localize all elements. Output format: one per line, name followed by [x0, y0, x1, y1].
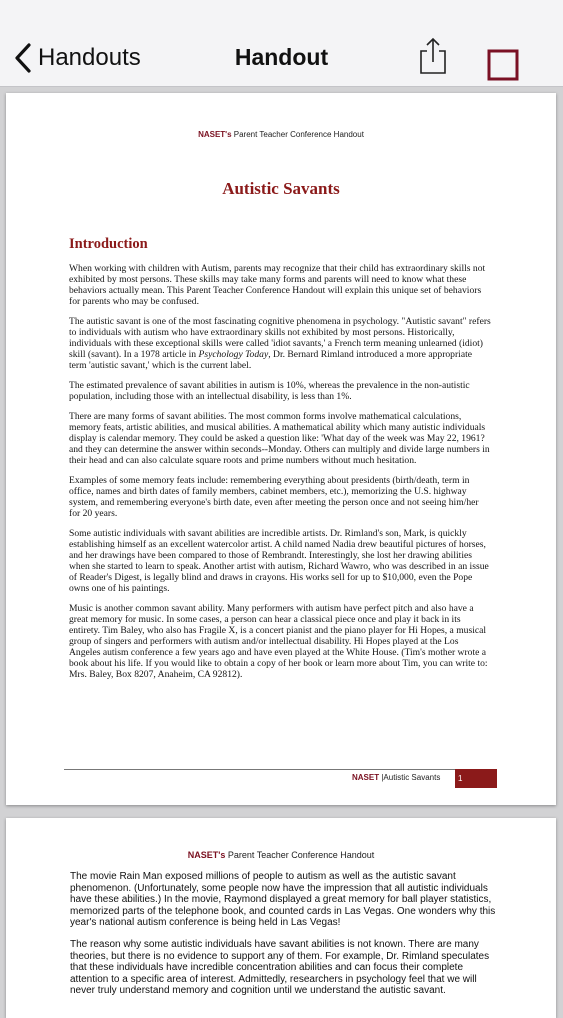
document-title: Autistic Savants	[222, 179, 340, 198]
paragraph: The movie Rain Man exposed millions of people to autism as well as the autistic savant phenomenon. (Unfortunately, some people now have the impression that all autistic individuals have these abilities.) In the movie, Raymond displayed a great memory for ball player statistics, memorized parts of the telephone book, and counted cards in Las Vegas. One wonders why this year's national autism conference is being held in Las Vegas!	[70, 871, 496, 929]
paragraph: Examples of some memory feats include: remembering everything about presidents (birth/death, term in office, names and birth dates of family members, cabinet members, etc.), memorizing the U.S. highway system, and remembering everyone's birth date, even after meeting the person once and not seeing him/her for 20 years.	[69, 475, 479, 519]
document-page-1	[6, 93, 556, 805]
paragraph: There are many forms of savant abilities. The most common forms involve mathematical calculations, memory feats, artistic abilities, and musical abilities. A mathematical ability which many autistic individuals display is calendar memory. They could be asked a question like: 'What day of the week was May 22, 1961? and they can determine the answer within seconds--Monday. Others can multiply and divide large numbers in their head and can also calculate square roots and prime numbers without much hesitation.	[69, 411, 490, 466]
footer-divider	[64, 769, 496, 770]
header-text: Parent Teacher Conference Handout	[231, 130, 364, 139]
square-button[interactable]	[486, 48, 520, 82]
header-brand: NASET's	[187, 850, 226, 860]
document-body	[69, 236, 491, 689]
header-text: Parent Teacher Conference Handout	[225, 850, 375, 860]
square-icon	[486, 48, 520, 82]
header-brand: NASET's	[198, 130, 232, 139]
paragraph: The reason why some autistic individuals have savant abilities is not known. There are many theories, but there is no evidence to support any of them. For example, Dr. Rimland speculates that these individuals have incredible concentration abilities and can focus their complete attention to a specific area of interest. Admittedly, researchers in psychology feel that we will never truly understand memory and cognition until we understand the autistic savant.	[70, 938, 490, 997]
paragraph: Music is another common savant ability. Many performers with autism have perfect pitch and also have a great memory for music. In some cases, a person can hear a classical piece once and play it back in its entirety. Tim Baley, who also has Fragile X, is a concert pianist and the piano player for Hi Hopes, a musical group of singers and performers with autism and/or intellectual disability. Hi Hopes played at the Los Angeles autism conference a few years ago and have even played at the White House. (Tim's mother wrote a book about his life. If you would like to obtain a copy of her book or learn more about Tim, you can write to: Mrs. Baley, Box 8207, Anaheim, CA 92812).	[69, 603, 488, 680]
navigation-bar	[0, 0, 563, 87]
page-footer	[352, 773, 440, 782]
paragraph: Some autistic individuals with savant abilities are incredible artists. Dr. Rimland's son, Mark, is quickly establishing himself as an excellent watercolor artist. A child named Nadia drew beautiful pictures of horses, and her drawings have been compared to those of Rembrandt. Interestingly, she lost her drawing abilities when she started to learn to speak. Another artist with autism, Richard Wawro, who was described in an issue of Reader's Digest, is legally blind and draws in crayons. His works sell for up to $10,000, even the Pope owns one of his paintings.	[69, 528, 489, 594]
page-header	[6, 850, 556, 860]
back-button-label: Handouts	[38, 44, 141, 71]
paragraph: The autistic savant is one of the most fascinating cognitive phenomena in psychology. "Autistic savant" refers to individuals with autism who have extraordinary skills not exhibited by most persons. Historically, individuals with these exceptional skills were called 'idiot savants,' a French term meaning unlearned (idiot) skill (savant). In a 1978 article in Psychology Today, Dr. Bernard Rimland introduced a more appropriate term 'autistic savant,' which is the current label.	[69, 316, 491, 371]
page-title: Handout	[234, 44, 329, 70]
footer-brand: NASET	[352, 773, 380, 782]
section-heading: Introduction	[69, 236, 148, 252]
paragraph: The estimated prevalence of savant abilities in autism is 10%, whereas the prevalence in the non-autistic population, including those with an intellectual disability, is less than 1%.	[69, 380, 470, 402]
document-page-2	[6, 818, 556, 1018]
paragraph: When working with children with Autism, parents may recognize that their child has extraordinary skills not exhibited by most persons. These skills may take many forms and parents will need to know what these behaviors actually mean. This Parent Teacher Conference Handout will explain this unique set of behaviors for parents who may be confused.	[69, 263, 486, 307]
share-icon	[416, 34, 450, 78]
back-button[interactable]	[14, 38, 141, 78]
document-body	[70, 871, 498, 1007]
chevron-left-icon	[14, 43, 32, 73]
page-number: 1	[455, 769, 497, 788]
share-button[interactable]	[416, 34, 450, 78]
page-header	[6, 130, 556, 139]
footer-label: |Autistic Savants	[379, 773, 441, 782]
